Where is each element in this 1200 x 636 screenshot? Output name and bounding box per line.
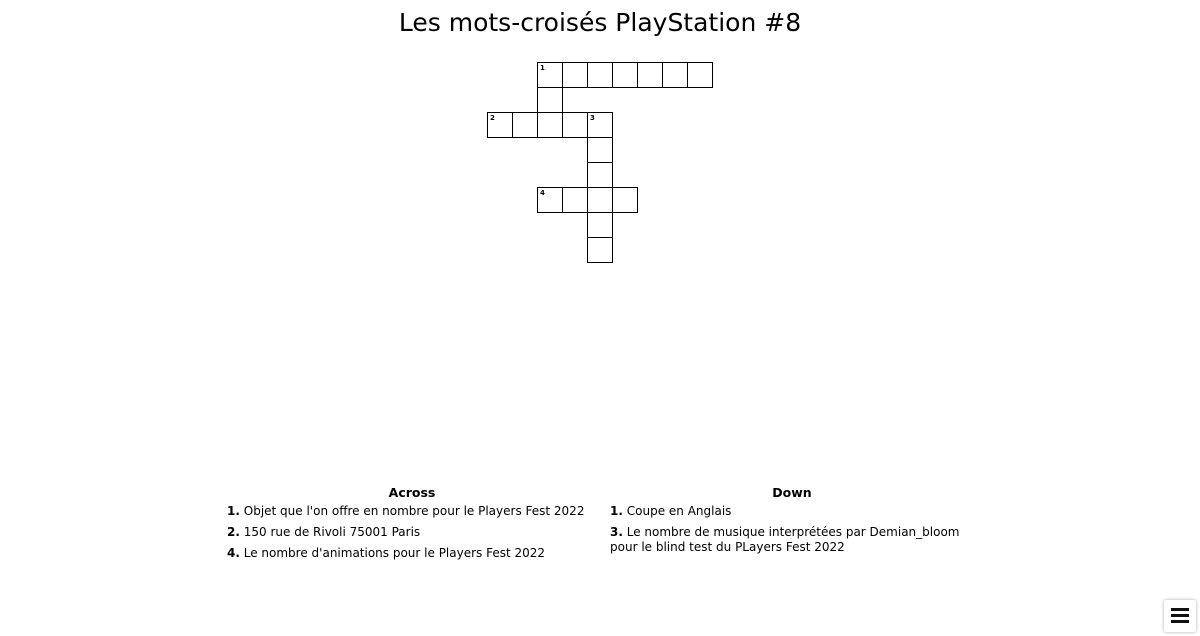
- grid-cell[interactable]: [587, 212, 613, 238]
- grid-cell[interactable]: [662, 62, 688, 88]
- clue-item: [227, 546, 597, 561]
- grid-cell[interactable]: [487, 112, 513, 138]
- clue-item-number: 3.: [610, 525, 623, 539]
- across-heading: Across: [388, 485, 436, 500]
- grid-cell[interactable]: [537, 87, 563, 113]
- grid-cell[interactable]: [537, 62, 563, 88]
- grid-cell[interactable]: [512, 112, 538, 138]
- clue-item-text: Coupe en Anglais: [626, 504, 732, 518]
- down-clues: [610, 484, 974, 561]
- grid-cell[interactable]: [537, 112, 563, 138]
- clue-number: 2: [490, 114, 495, 122]
- grid-cell[interactable]: [587, 137, 613, 163]
- grid-cell[interactable]: [562, 112, 588, 138]
- clue-item-number: 1.: [610, 504, 623, 518]
- clue-item-text: Le nombre d'animations pour le Players Fest 2022: [243, 546, 546, 560]
- hamburger-menu-icon: [1171, 608, 1189, 611]
- grid-cell[interactable]: [587, 187, 613, 213]
- down-heading: Down: [772, 485, 812, 500]
- clue-item-number: 2.: [227, 525, 240, 539]
- grid-cell[interactable]: [612, 187, 638, 213]
- grid-cell[interactable]: [612, 62, 638, 88]
- grid-cell[interactable]: [587, 237, 613, 263]
- clue-item-number: 4.: [227, 546, 240, 560]
- clue-item-text: Le nombre de musique interprétées par Demian_bloom pour le blind test du PLayers Fest 2022: [610, 525, 960, 554]
- clue-item: [227, 504, 597, 519]
- grid-cell[interactable]: [562, 62, 588, 88]
- clue-number: 4: [540, 189, 545, 197]
- across-clues: [227, 484, 597, 567]
- grid-cell[interactable]: [587, 162, 613, 188]
- clue-item: [610, 525, 974, 555]
- hamburger-menu-icon: [1171, 614, 1189, 617]
- grid-cell[interactable]: [562, 187, 588, 213]
- clue-item-text: 150 rue de Rivoli 75001 Paris: [243, 525, 421, 539]
- crossword-grid: [0, 0, 1200, 300]
- grid-cell[interactable]: [537, 187, 563, 213]
- clue-item-number: 1.: [227, 504, 240, 518]
- grid-cell[interactable]: [687, 62, 713, 88]
- hamburger-menu-icon: [1171, 620, 1189, 623]
- grid-cell[interactable]: [587, 112, 613, 138]
- page-title: Les mots-croisés PlayStation #8: [398, 8, 802, 37]
- clue-item-text: Objet que l'on offre en nombre pour le Players Fest 2022: [243, 504, 585, 518]
- menu-button[interactable]: [1164, 600, 1196, 632]
- grid-cell[interactable]: [587, 62, 613, 88]
- clue-number: 1: [540, 64, 545, 72]
- clue-item: [227, 525, 597, 540]
- clue-item: [610, 504, 974, 519]
- grid-cell[interactable]: [637, 62, 663, 88]
- clue-number: 3: [590, 114, 595, 122]
